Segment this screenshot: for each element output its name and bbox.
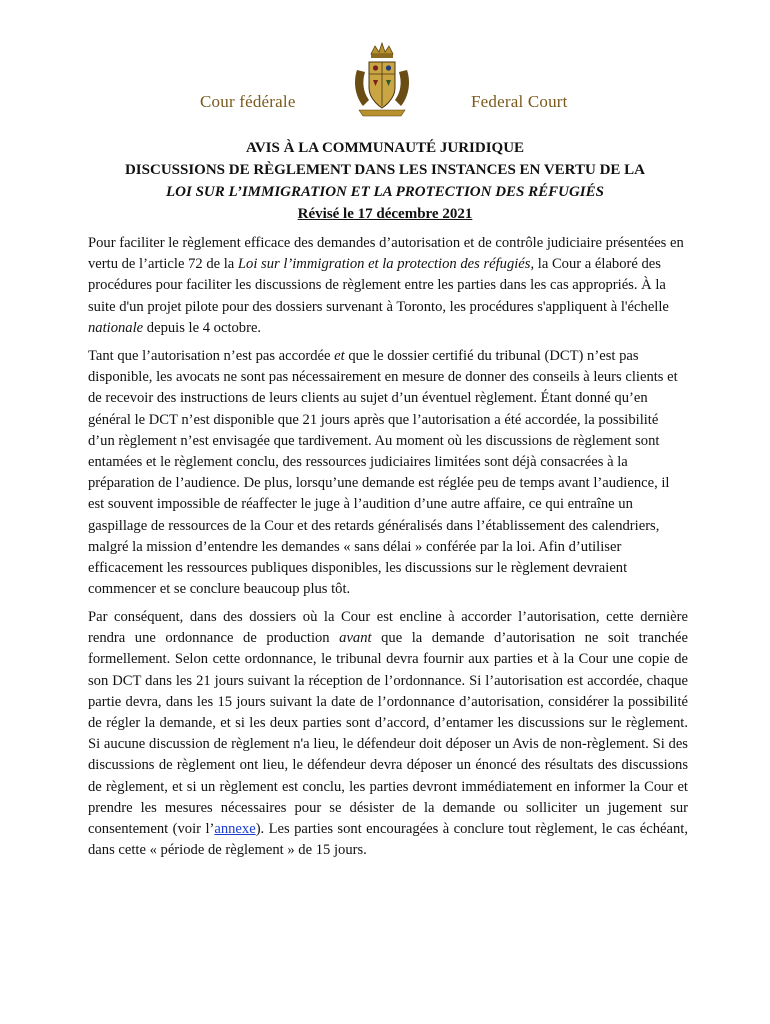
paragraph-3 — [88, 607, 688, 861]
letterhead — [0, 40, 770, 120]
text-span: que le dossier certifié du tribunal (DCT) n’est pas disponible, les avocats ne sont pas nécessairement en mesure de donner des conseils à leurs clients et de recevoir des instructions de leurs clients au sujet d’un éventuel règlement. Étant donné qu’en général le DCT n’est disponible que 21 jours après que l’autorisation a été accordée, la possibilité d’un règlement n’est envisagée que tardivement. Au moment où les discussions de règlement sont entamées et le règlement conclu, des ressources judiciaires limitées sont déjà consacrées à la préparation de l’audience. De plus, lorsqu’une demande est réglée peu de temps avant l’audience, il est souvent impossible de réaffecter le juge à l’audition d’une autre affaire, ce qui entraîne un gaspillage de ressources de la Cour et des retards généralisés dans l’établissement des calendriers, malgré la mission d’entendre les demandes « sans délai » conférée par la loi. Afin d’utiliser efficacement les ressources publiques disponibles, les discussions sur le règlement devraient commencer et se conclure beaucoup plus tôt. — [88, 348, 678, 598]
coat-of-arms-icon — [349, 40, 415, 120]
paragraph-2 — [88, 346, 688, 600]
text-span: , la Cour a élaboré des procédures pour faciliter les discussions de règlement entre les parties dans les cas appropriés. À la suite d'un projet pilote pour des dossiers survenant à Toronto, les procédures s'appliquent à l'échelle — [88, 256, 669, 315]
court-name-french: Cour fédérale — [200, 92, 296, 111]
notice-title-line-2: DISCUSSIONS DE RÈGLEMENT DANS LES INSTANCES EN VERTU DE LA — [124, 162, 646, 178]
revision-date: Révisé le 17 décembre 2021 — [297, 206, 473, 222]
text-span: Pour faciliter le règlement efficace des demandes d’autorisation et de contrôle judiciaire présentées en vertu de l’article 72 de la — [88, 235, 684, 273]
text-span: Tant que l’autorisation n’est pas accordée — [88, 348, 335, 364]
emphasis-italic: et — [334, 348, 345, 364]
annex-link[interactable]: annexe — [214, 821, 256, 838]
text-span: depuis le 4 octobre. — [143, 319, 262, 336]
text-span: ). Les parties sont encouragées à conclure tout règlement, le cas échéant, dans cette « période de règlement » de 15 jours. — [88, 821, 688, 859]
paragraph-1 — [88, 233, 688, 339]
notice-title-line-3: LOI SUR L’IMMIGRATION ET LA PROTECTION DES RÉFUGIÉS — [165, 184, 604, 200]
notice-title-block — [60, 137, 710, 225]
court-name-english: Federal Court — [471, 92, 568, 111]
text-span: Par conséquent, dans des dossiers où la Cour est encline à accorder l’autorisation, cette dernière rendra une ordonnance de production — [88, 609, 688, 647]
act-title-italic: Loi sur l’immigration et la protection des réfugiés — [237, 256, 531, 273]
text-span: que la demande d’autorisation ne soit tranchée formellement. Selon cette ordonnance, le tribunal devra fournir aux parties et à la Cour une copie de son DCT dans les 21 jours suivant la réception de l’ordonnance. Si l’autorisation est accordée, chaque partie devra, dans les 15 jours suivant la date de l’ordonnance d’autorisation, considérer la possibilité de régler la demande, et si les deux parties sont d’accord, d’entamer les discussions sur le règlement. Si aucune discussion de règlement n'a lieu, le défendeur doit déposer un Avis de non-règlement. Si des discussions de règlement ont lieu, le défendeur devra déposer un énoncé des résultats des discussions de règlement, et si un règlement est conclu, les parties devront immédiatement en informer la Cour et prendre les mesures nécessaires pour se désister de la demande ou solliciter un jugement sur consentement (voir l’ — [88, 630, 688, 838]
emphasis-italic: avant — [339, 630, 372, 647]
emphasis-italic: nationale — [88, 319, 144, 336]
notice-title-line-1: AVIS À LA COMMUNAUTÉ JURIDIQUE — [245, 140, 525, 156]
